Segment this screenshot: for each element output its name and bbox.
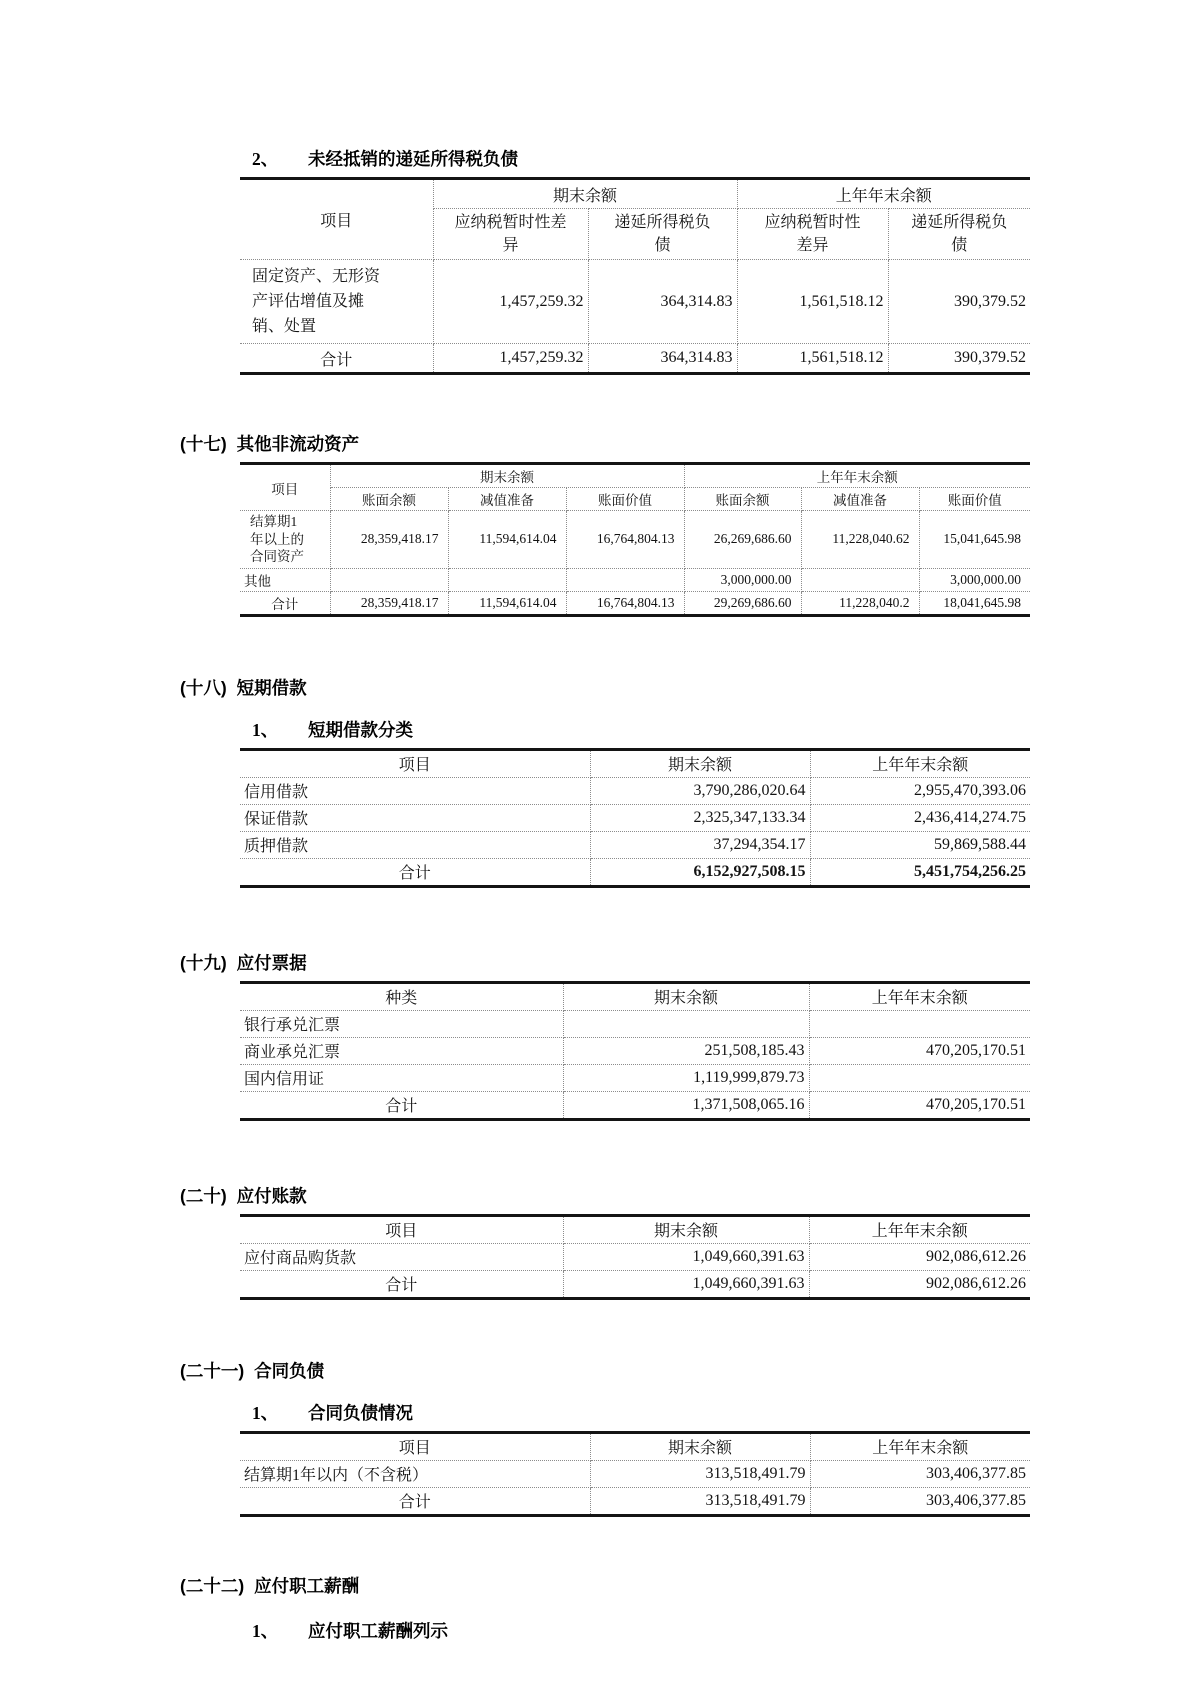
header-cell-prev-year: 上年年末余额 (809, 982, 1030, 1010)
header-cell-book-value: 账面价值 (566, 488, 684, 511)
table-total-row (240, 344, 1030, 374)
header-cell-item: 种类 (240, 982, 563, 1010)
header-cell-book-balance: 账面余额 (684, 488, 801, 511)
value-cell: 364,314.83 (588, 344, 737, 374)
header-cell-prev-year: 上年年末余额 (809, 1215, 1030, 1243)
value-cell (330, 568, 448, 591)
value-cell: 1,561,518.12 (737, 260, 888, 344)
heading-employee-compensation (180, 1573, 1032, 1598)
page-content (180, 146, 1032, 1643)
subheading-title: 应付职工薪酬列示 (308, 1620, 448, 1641)
heading-accounts-payable (180, 1183, 1032, 1208)
header-cell-closing: 期末余额 (563, 982, 809, 1010)
value-cell: 18,041,645.98 (919, 591, 1030, 615)
value-cell: 6,152,927,508.15 (590, 858, 810, 886)
subheading-number: 1、 (252, 1402, 279, 1423)
table-header-row (240, 749, 1030, 777)
value-cell: 11,228,040.62 (801, 511, 919, 569)
value-cell: 28,359,418.17 (330, 511, 448, 569)
value-cell: 59,869,588.44 (810, 831, 1030, 858)
short-term-loans-table (240, 748, 1030, 888)
other-noncurrent-assets-table (240, 462, 1030, 617)
header-cell-book-value: 账面价值 (919, 488, 1030, 511)
notes-payable-table (240, 981, 1030, 1121)
table-row (240, 804, 1030, 831)
table-total-row (240, 1091, 1030, 1119)
header-cell-taxable-diff: 应纳税暂时性差异 (433, 209, 588, 260)
subheading-number: 1、 (252, 719, 279, 740)
value-cell: 37,294,354.17 (590, 831, 810, 858)
item-cell: 信用借款 (240, 777, 590, 804)
heading-number: (二十一) (180, 1360, 245, 1381)
item-cell: 其他 (240, 568, 330, 591)
value-cell: 5,451,754,256.25 (810, 858, 1030, 886)
table-header-row (240, 464, 1030, 488)
value-cell: 15,041,645.98 (919, 511, 1030, 569)
subheading-title: 合同负债情况 (308, 1402, 413, 1423)
header-cell-item: 项目 (240, 464, 330, 511)
value-cell (563, 1010, 809, 1037)
subheading-short-term-loans-class (252, 717, 1032, 742)
value-cell: 2,436,414,274.75 (810, 804, 1030, 831)
value-cell: 1,049,660,391.63 (563, 1270, 809, 1298)
header-cell-item: 项目 (240, 1432, 590, 1460)
table-total-row (240, 1487, 1030, 1515)
value-cell: 1,457,259.32 (433, 260, 588, 344)
value-cell: 16,764,804.13 (566, 591, 684, 615)
value-cell: 1,371,508,065.16 (563, 1091, 809, 1119)
table-row (240, 568, 1030, 591)
item-cell: 银行承兑汇票 (240, 1010, 563, 1037)
table-row (240, 777, 1030, 804)
value-cell (448, 568, 566, 591)
header-cell-prev-year: 上年年末余额 (810, 749, 1030, 777)
table-total-row (240, 591, 1030, 615)
header-cell-impairment: 减值准备 (448, 488, 566, 511)
value-cell: 28,359,418.17 (330, 591, 448, 615)
value-cell: 11,594,614.04 (448, 591, 566, 615)
total-label-cell: 合计 (240, 591, 330, 615)
heading-title: 应付账款 (236, 1185, 307, 1206)
heading-number: (十九) (180, 952, 227, 973)
table-row (240, 511, 1030, 569)
header-cell-closing: 期末余额 (563, 1215, 809, 1243)
table-row (240, 1010, 1030, 1037)
contract-liabilities-table (240, 1431, 1030, 1517)
table-row (240, 1460, 1030, 1487)
value-cell: 1,561,518.12 (737, 344, 888, 374)
header-cell-prev-year: 上年年末余额 (810, 1432, 1030, 1460)
value-cell: 470,205,170.51 (809, 1091, 1030, 1119)
value-cell: 2,325,347,133.34 (590, 804, 810, 831)
header-cell-book-balance: 账面余额 (330, 488, 448, 511)
value-cell (566, 568, 684, 591)
total-label-cell: 合计 (240, 1487, 590, 1515)
table-row (240, 1064, 1030, 1091)
accounts-payable-table (240, 1214, 1030, 1300)
heading-title: 应付票据 (236, 952, 307, 973)
value-cell: 11,228,040.2 (801, 591, 919, 615)
value-cell: 390,379.52 (888, 344, 1030, 374)
item-cell: 质押借款 (240, 831, 590, 858)
value-cell: 3,000,000.00 (919, 568, 1030, 591)
header-cell-closing: 期末余额 (330, 464, 684, 488)
value-cell: 390,379.52 (888, 260, 1030, 344)
table-total-row (240, 1270, 1030, 1298)
header-cell-deferred-liab: 递延所得税负债 (888, 209, 1030, 260)
value-cell: 303,406,377.85 (810, 1487, 1030, 1515)
value-cell: 313,518,491.79 (590, 1460, 810, 1487)
total-label-cell: 合计 (240, 1091, 563, 1119)
subheading-contract-liabilities-detail (252, 1400, 1032, 1425)
subheading-employee-compensation-list (252, 1618, 1032, 1643)
heading-short-term-loans (180, 675, 1032, 700)
header-cell-closing: 期末余额 (433, 179, 737, 209)
header-cell-prev-year: 上年年末余额 (737, 179, 1030, 209)
header-cell-closing: 期末余额 (590, 1432, 810, 1460)
value-cell: 313,518,491.79 (590, 1487, 810, 1515)
header-cell-item: 项目 (240, 179, 433, 260)
table-header-row (240, 1215, 1030, 1243)
total-label-cell: 合计 (240, 344, 433, 374)
value-cell: 26,269,686.60 (684, 511, 801, 569)
value-cell (809, 1010, 1030, 1037)
value-cell: 902,086,612.26 (809, 1243, 1030, 1270)
value-cell: 303,406,377.85 (810, 1460, 1030, 1487)
value-cell: 3,790,286,020.64 (590, 777, 810, 804)
value-cell (801, 568, 919, 591)
header-cell-impairment: 减值准备 (801, 488, 919, 511)
heading-number: (十七) (180, 434, 227, 454)
heading-notes-payable (180, 950, 1032, 975)
value-cell: 1,049,660,391.63 (563, 1243, 809, 1270)
subheading-title: 未经抵销的递延所得税负债 (308, 149, 518, 169)
table-row (240, 831, 1030, 858)
value-cell: 16,764,804.13 (566, 511, 684, 569)
heading-contract-liabilities (180, 1358, 1032, 1383)
table-header-row (240, 982, 1030, 1010)
table-row (240, 260, 1030, 344)
total-label-cell: 合计 (240, 1270, 563, 1298)
item-cell: 保证借款 (240, 804, 590, 831)
header-cell-prev-year: 上年年末余额 (684, 464, 1030, 488)
item-cell: 应付商品购货款 (240, 1243, 563, 1270)
item-cell: 商业承兑汇票 (240, 1037, 563, 1064)
subheading-deferred-tax (252, 146, 1032, 171)
value-cell: 11,594,614.04 (448, 511, 566, 569)
heading-title: 短期借款 (236, 677, 307, 698)
value-cell: 470,205,170.51 (809, 1037, 1030, 1064)
heading-title: 应付职工薪酬 (254, 1575, 360, 1596)
header-cell-item: 项目 (240, 1215, 563, 1243)
table-header-row (240, 1432, 1030, 1460)
header-cell-item: 项目 (240, 749, 590, 777)
value-cell: 902,086,612.26 (809, 1270, 1030, 1298)
value-cell: 3,000,000.00 (684, 568, 801, 591)
table-header-row (240, 488, 1030, 511)
total-label-cell: 合计 (240, 858, 590, 886)
heading-number: (二十二) (180, 1575, 245, 1596)
heading-number: (二十) (180, 1185, 227, 1206)
heading-title: 其他非流动资产 (236, 434, 360, 454)
value-cell: 29,269,686.60 (684, 591, 801, 615)
subheading-title: 短期借款分类 (308, 719, 413, 740)
table-header-row (240, 179, 1030, 209)
item-cell: 结算期1年以内（不含税） (240, 1460, 590, 1487)
value-cell: 364,314.83 (588, 260, 737, 344)
table-total-row (240, 858, 1030, 886)
table-row (240, 1243, 1030, 1270)
heading-title: 合同负债 (254, 1360, 325, 1381)
header-cell-deferred-liab: 递延所得税负债 (588, 209, 737, 260)
item-cell: 结算期1年以上的合同资产 (240, 511, 330, 569)
item-cell: 固定资产、无形资产评估增值及摊销、处置 (240, 260, 433, 344)
value-cell: 251,508,185.43 (563, 1037, 809, 1064)
subheading-number: 2、 (252, 149, 279, 169)
value-cell (809, 1064, 1030, 1091)
value-cell: 2,955,470,393.06 (810, 777, 1030, 804)
heading-number: (十八) (180, 677, 227, 698)
heading-other-noncurrent-assets (180, 431, 1032, 456)
header-cell-taxable-diff: 应纳税暂时性差异 (737, 209, 888, 260)
item-cell: 国内信用证 (240, 1064, 563, 1091)
table-row (240, 1037, 1030, 1064)
deferred-tax-table (240, 177, 1030, 375)
value-cell: 1,457,259.32 (433, 344, 588, 374)
header-cell-closing: 期末余额 (590, 749, 810, 777)
value-cell: 1,119,999,879.73 (563, 1064, 809, 1091)
subheading-number: 1、 (252, 1620, 279, 1641)
